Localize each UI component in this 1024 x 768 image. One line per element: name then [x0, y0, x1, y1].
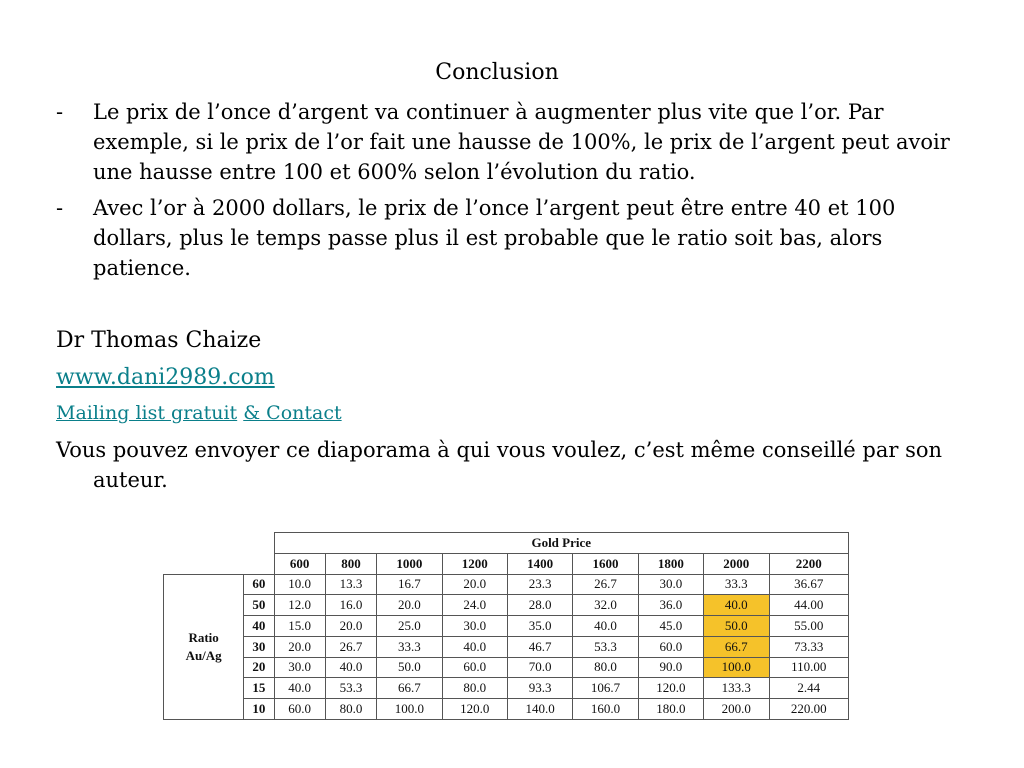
silver-price-cell: 40.0 [704, 595, 769, 616]
silver-price-cell: 35.0 [507, 616, 572, 637]
silver-price-cell: 32.0 [573, 595, 638, 616]
silver-price-cell: 66.7 [704, 636, 769, 657]
bullet-text: Le prix de l’once d’argent va continuer à augmenter plus vite que l’or. Par exemple, si le prix de l’or fait une hausse de 100%, le prix de l’argent peut avoir une hausse entre 100 et 600% selon l’évolution du ratio. [93, 100, 950, 184]
silver-price-cell: 46.7 [507, 636, 572, 657]
silver-price-cell: 24.0 [442, 595, 507, 616]
gold-price-header-text: Gold Price [531, 534, 592, 550]
silver-price-cell: 40.0 [274, 678, 325, 699]
silver-price-cell: 100.0 [377, 699, 442, 720]
gold-price-column-header: 2200 [769, 553, 849, 574]
gold-price-column-header: 1400 [507, 553, 572, 574]
silver-price-cell: 110.00 [769, 657, 849, 678]
silver-price-cell: 20.0 [377, 595, 442, 616]
silver-price-cell: 15.0 [274, 616, 325, 637]
silver-price-cell: 40.0 [325, 657, 376, 678]
ratio-value-cell: 60 [244, 574, 274, 595]
table-row [164, 574, 849, 595]
silver-price-cell: 33.3 [377, 636, 442, 657]
mailing-list-link[interactable]: Mailing list gratuit [56, 402, 238, 424]
silver-price-cell: 60.0 [442, 657, 507, 678]
bullet-marker: - [56, 196, 64, 220]
silver-price-cell: 30.0 [442, 616, 507, 637]
price-table [163, 532, 849, 720]
silver-price-cell: 160.0 [573, 699, 638, 720]
ratio-label-line: Ratio [188, 629, 219, 645]
silver-price-cell: 33.3 [704, 574, 769, 595]
silver-price-cell: 20.0 [442, 574, 507, 595]
links-row [56, 400, 342, 426]
silver-price-cell: 120.0 [442, 699, 507, 720]
table-row [164, 636, 849, 657]
silver-price-cell: 53.3 [325, 678, 376, 699]
silver-price-cell: 120.0 [638, 678, 703, 699]
ratio-value-cell: 30 [244, 636, 274, 657]
gold-price-column-header: 1200 [442, 553, 507, 574]
silver-price-cell: 16.7 [377, 574, 442, 595]
bullet-text: Avec l’or à 2000 dollars, le prix de l’once l’argent peut être entre 40 et 100 dollars, plus le temps passe plus il est probable que le ratio soit bas, alors patience. [93, 196, 896, 280]
ratio-value-cell: 40 [244, 616, 274, 637]
silver-price-cell: 30.0 [638, 574, 703, 595]
silver-price-cell: 20.0 [274, 636, 325, 657]
gold-price-column-header: 2000 [704, 553, 769, 574]
bullet-item [56, 193, 956, 283]
silver-price-cell: 45.0 [638, 616, 703, 637]
silver-price-cell: 36.0 [638, 595, 703, 616]
table-row [164, 657, 849, 678]
silver-price-cell: 25.0 [377, 616, 442, 637]
silver-price-cell: 20.0 [325, 616, 376, 637]
silver-price-cell: 60.0 [638, 636, 703, 657]
table-row [164, 699, 849, 720]
gold-price-column-header: 1800 [638, 553, 703, 574]
ratio-value-cell: 10 [244, 699, 274, 720]
author-name: Dr Thomas Chaize [56, 328, 262, 353]
blank-corner [164, 553, 244, 574]
blank-corner [244, 553, 274, 574]
silver-price-cell: 23.3 [507, 574, 572, 595]
silver-price-cell: 80.0 [325, 699, 376, 720]
silver-price-cell: 70.0 [507, 657, 572, 678]
silver-price-cell: 10.0 [274, 574, 325, 595]
silver-price-cell: 66.7 [377, 678, 442, 699]
silver-price-cell: 26.7 [573, 574, 638, 595]
contact-link[interactable]: & Contact [243, 402, 342, 424]
silver-price-cell: 44.00 [769, 595, 849, 616]
gold-price-row [164, 553, 849, 574]
gold-price-column-header: 1600 [573, 553, 638, 574]
bullet-item [56, 97, 956, 187]
table-row [164, 678, 849, 699]
table-title-row [164, 533, 849, 554]
bullet-list [56, 97, 956, 289]
ratio-value-cell: 50 [244, 595, 274, 616]
slide-title: Conclusion [435, 60, 559, 85]
silver-price-cell: 16.0 [325, 595, 376, 616]
website-link[interactable]: www.dani2989.com [56, 365, 275, 390]
silver-price-cell: 13.3 [325, 574, 376, 595]
silver-price-cell: 53.3 [573, 636, 638, 657]
blank-corner [164, 533, 275, 554]
silver-price-cell: 133.3 [704, 678, 769, 699]
gold-price-column-header: 600 [274, 553, 325, 574]
silver-price-cell: 30.0 [274, 657, 325, 678]
silver-price-cell: 100.0 [704, 657, 769, 678]
silver-price-cell: 2.44 [769, 678, 849, 699]
silver-price-cell: 73.33 [769, 636, 849, 657]
silver-price-cell: 200.0 [704, 699, 769, 720]
silver-price-cell: 80.0 [573, 657, 638, 678]
gold-price-column-header: 800 [325, 553, 376, 574]
silver-price-cell: 28.0 [507, 595, 572, 616]
silver-price-cell: 220.00 [769, 699, 849, 720]
sharing-note: Vous pouvez envoyer ce diaporama à qui vous voulez, c’est même conseillé par son auteur. [56, 438, 943, 492]
ratio-label-line: Au/Ag [185, 647, 222, 663]
silver-price-cell: 80.0 [442, 678, 507, 699]
table-row [164, 595, 849, 616]
gold-price-column-header: 1000 [377, 553, 442, 574]
silver-price-cell: 106.7 [573, 678, 638, 699]
ratio-value-cell: 15 [244, 678, 274, 699]
silver-price-cell: 40.0 [573, 616, 638, 637]
table-row [164, 616, 849, 637]
silver-price-cell: 36.67 [769, 574, 849, 595]
silver-price-cell: 40.0 [442, 636, 507, 657]
silver-price-cell: 55.00 [769, 616, 849, 637]
ratio-row-label [164, 574, 244, 719]
silver-price-cell: 140.0 [507, 699, 572, 720]
silver-price-cell: 26.7 [325, 636, 376, 657]
bullet-marker: - [56, 100, 64, 124]
silver-price-cell: 93.3 [507, 678, 572, 699]
silver-price-cell: 180.0 [638, 699, 703, 720]
silver-price-cell: 12.0 [274, 595, 325, 616]
silver-price-cell: 50.0 [377, 657, 442, 678]
silver-price-cell: 90.0 [638, 657, 703, 678]
gold-silver-ratio-table [163, 532, 849, 720]
silver-price-cell: 50.0 [704, 616, 769, 637]
gold-price-header [274, 533, 849, 554]
ratio-value-cell: 20 [244, 657, 274, 678]
silver-price-cell: 60.0 [274, 699, 325, 720]
